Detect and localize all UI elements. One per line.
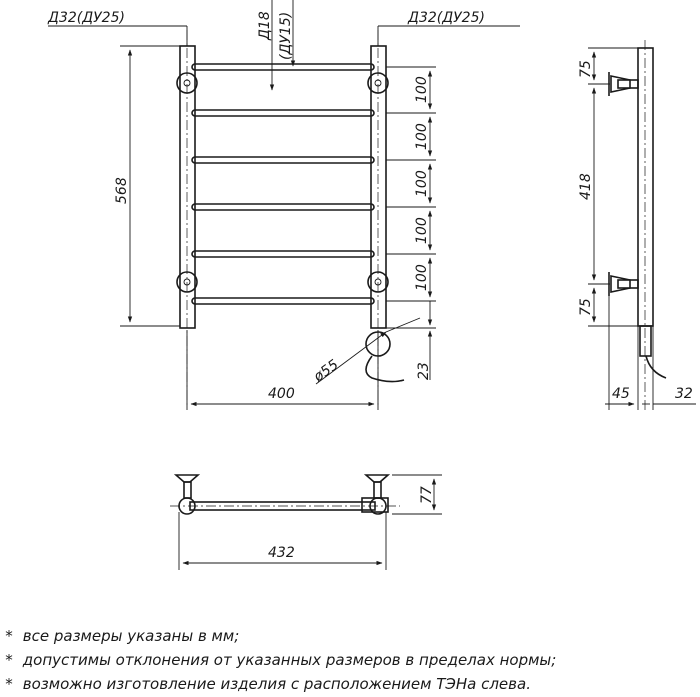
note-marker: * <box>5 627 13 645</box>
note-item <box>0 624 700 648</box>
heater-diameter: ø55 <box>310 356 342 386</box>
pipe-label-left: Д32(ДУ25) <box>48 10 125 26</box>
spacing-label: 100 <box>414 76 430 103</box>
front-view <box>47 0 520 410</box>
top-wall-mount-right <box>366 475 388 498</box>
side-wall-gap: 45 <box>612 386 630 402</box>
note-item <box>0 648 700 672</box>
side-mount-spacing: 418 <box>578 173 594 200</box>
note-text: допустимы отклонения от указанных размеров в пределах нормы; <box>22 651 557 669</box>
note-text: возможно изготовление изделия с расположением ТЭНа слева. <box>22 675 531 693</box>
note-text: все размеры указаны в мм; <box>22 627 240 645</box>
pipe-label-right: Д32(ДУ25) <box>408 10 485 26</box>
rung <box>192 110 374 116</box>
right-vertical-pipe <box>371 46 386 328</box>
rung <box>192 251 374 257</box>
width-dimension: 400 <box>268 386 295 402</box>
spacing-label: 100 <box>414 123 430 150</box>
rung-spacing-dimensions <box>386 67 436 301</box>
rung <box>192 64 374 70</box>
spacing-label: 100 <box>414 264 430 291</box>
top-wall-mount-left <box>176 475 198 498</box>
side-top-offset: 75 <box>578 60 594 78</box>
top-view <box>170 475 442 570</box>
rung <box>192 298 374 304</box>
rungs <box>192 64 374 304</box>
height-dimension: 568 <box>114 177 130 204</box>
top-width-dimension: 432 <box>268 545 295 561</box>
side-pipe-width: 32 <box>675 386 693 402</box>
connection-label-a: Д18 <box>257 11 273 40</box>
top-depth-dimension: 77 <box>419 486 435 504</box>
rung <box>192 204 374 210</box>
side-heater <box>640 326 651 356</box>
note-marker: * <box>5 651 13 669</box>
heater-element <box>366 332 404 382</box>
wall-mounts-front <box>177 73 388 292</box>
heater-offset-dimension: 23 <box>416 362 432 380</box>
side-bottom-offset: 75 <box>578 298 594 316</box>
side-view <box>578 40 696 410</box>
spacing-label: 100 <box>414 170 430 197</box>
note-marker: * <box>5 675 13 693</box>
left-vertical-pipe <box>180 46 195 328</box>
rung <box>192 157 374 163</box>
side-wall-mount-top <box>609 72 638 96</box>
notes-list <box>0 624 700 696</box>
side-pipe <box>638 48 653 326</box>
spacing-label: 100 <box>414 217 430 244</box>
note-item <box>0 672 700 696</box>
side-wall-mount-bottom <box>609 272 638 296</box>
connection-label-b: (ДУ15) <box>278 11 294 60</box>
